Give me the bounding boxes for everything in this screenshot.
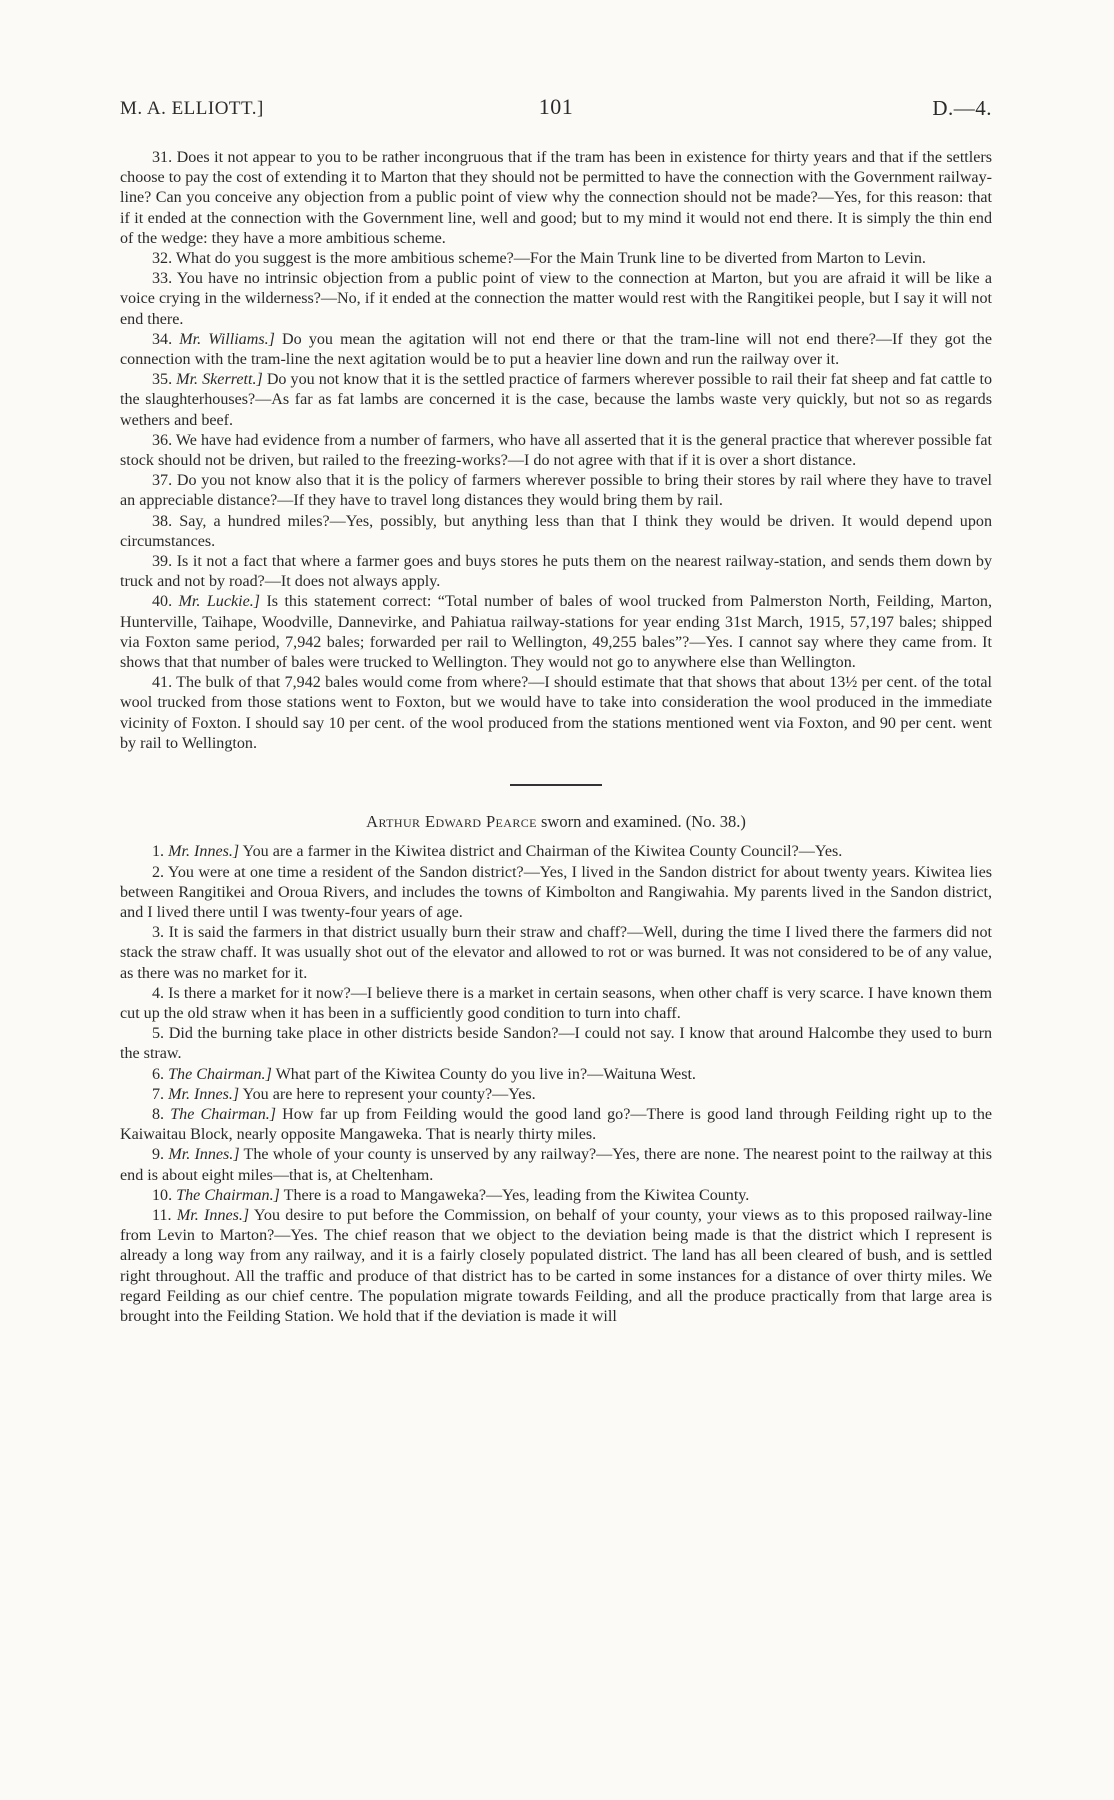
witness-name: Arthur Edward Pearce: [366, 812, 537, 832]
question-paragraph: [120, 148, 992, 249]
question-text: Do you not know also that it is the policy of farmers wherever possible to bring their stores by rail where they have to travel an appreciable distance?—If they have to travel long distances they would bring them by rail.: [120, 472, 992, 510]
question-paragraph: [120, 249, 992, 269]
question-text: Does it not appear to you to be rather incongruous that if the tram has been in existence for thirty years and that if the settlers choose to pay the cost of extending it to Marton that they should not be permitted to have the connection with the Government railway-line? Can you conceive any objection from a public point of view why the connection should not be made?—Yes, for this reason: that if it ended at the connection with the Government line, well and good; but to my mind it would not end there. It is simply the thin end of the wedge: they have a more ambitious scheme.: [120, 149, 992, 247]
question-text: You are a farmer in the Kiwitea district and Chairman of the Kiwitea County Council?—Yes.: [242, 843, 843, 861]
question-paragraph: [120, 1145, 992, 1185]
question-paragraph: [120, 330, 992, 370]
question-number: 37.: [152, 472, 173, 490]
question-text: Is this statement correct: “Total number of bales of wool trucked from Palmerston North, Feilding, Marton, Hunterville, Taihape, Woodville, Dannevirke, and Pahiatua railway-stations for year ending 31st March, 1915, 57,197 bales; shipped via Foxton same period, 7,942 bales; forwarded per rail to Wellington, 49,255 bales”?—Yes. I cannot say where they came from. It shows that that number of bales were trucked to Wellington. They would not go to anywhere else than Wellington.: [120, 593, 992, 672]
page-number: 101: [538, 94, 574, 119]
section-divider: [510, 784, 602, 786]
question-text: You desire to put before the Commission, on behalf of your county, your views as to this proposed railway-line from Levin to Marton?—Yes. The chief reason that we object to the deviation being made is that the district which I represent is already a long way from any railway, and it is a fairly closely populated district. The land has all been cleared of bush, and is settled right throughout. All the traffic and produce of that district has to be carted in some instances for a distance of over thirty miles. We regard Feilding as our chief centre. The population migrate towards Feilding, and all the produce practically from that large area is brought into the Feilding Station. We hold that if the deviation is made it will: [120, 1206, 992, 1325]
question-text: You have no intrinsic objection from a public point of view to the connection at Marton, but you are afraid it will be like a voice crying in the wilderness?—No, if it ended at the connection the matter would rest with the Rangitikei people, but I say it will not end there.: [120, 270, 992, 328]
question-number: 36.: [152, 431, 173, 449]
witness-heading: [120, 812, 992, 832]
question-text: What part of the Kiwitea County do you live in?—Waituna West.: [275, 1065, 696, 1083]
question-text: It is said the farmers in that district usually burn their straw and chaff?—Well, during the time I lived there the farmers did not stack the straw chaff. It was usually shot out of the elevator and allowed to rot or was burned. It was not considered to be of any value, as there was no market for it.: [120, 924, 992, 982]
speaker-name: Mr. Skerrett.]: [176, 371, 263, 389]
question-number: 31.: [152, 149, 173, 166]
question-number: 9.: [152, 1146, 165, 1164]
speaker-name: Mr. Williams.]: [179, 330, 275, 348]
question-number: 34.: [152, 330, 173, 348]
question-paragraph: [120, 863, 992, 924]
question-paragraph: [120, 984, 992, 1024]
question-paragraph: [120, 1186, 992, 1206]
speaker-name: Mr. Luckie.]: [178, 593, 261, 611]
speaker-name: Mr. Innes.]: [176, 1206, 250, 1224]
question-text: There is a road to Mangaweka?—Yes, leading from the Kiwitea County.: [283, 1186, 750, 1204]
question-text: Is there a market for it now?—I believe there is a market in certain seasons, when other chaff is very scarce. I have known them cut up the old straw when it has been in a sufficiently good condition to turn into chaff.: [120, 984, 993, 1022]
speaker-name: Mr. Innes.]: [168, 1146, 240, 1164]
question-paragraph: [120, 471, 992, 511]
question-number: 38.: [152, 512, 173, 530]
question-number: 35.: [152, 371, 173, 389]
question-number: 7.: [152, 1085, 165, 1103]
question-paragraph: [120, 1105, 992, 1145]
question-number: 8.: [152, 1105, 165, 1123]
question-number: 6.: [152, 1065, 165, 1083]
question-number: 11.: [152, 1206, 172, 1224]
question-number: 33.: [152, 270, 173, 288]
question-number: 40.: [152, 593, 173, 611]
question-paragraph: [120, 552, 992, 592]
question-paragraph: [120, 370, 992, 431]
speaker-name: The Chairman.]: [176, 1186, 280, 1204]
question-text: The whole of your county is unserved by any railway?—Yes, there are none. The nearest point to the railway at this end is about eight miles—that is, at Cheltenham.: [120, 1146, 992, 1184]
page-header: [120, 94, 992, 128]
question-paragraph: [120, 842, 992, 862]
question-paragraph: [120, 269, 992, 330]
speaker-name: The Chairman.]: [170, 1105, 277, 1123]
witness-sworn: sworn and examined.: [541, 812, 682, 832]
question-paragraph: [120, 673, 992, 754]
speaker-name: Mr. Innes.]: [168, 1085, 240, 1103]
header-witness-name: M. A. ELLIOTT.]: [120, 98, 264, 119]
question-number: 3.: [152, 924, 165, 942]
question-number: 41.: [152, 674, 173, 692]
question-text: Say, a hundred miles?—Yes, possibly, but anything less than that I think they would be driven. It would depend upon circumstances.: [120, 512, 992, 550]
question-number: 10.: [152, 1186, 173, 1204]
question-paragraph: [120, 592, 992, 673]
question-text: The bulk of that 7,942 bales would come from where?—I should estimate that that shows that about 13½ per cent. of the total wool trucked from those stations went to Foxton, but we would have to take into consideration the wool produced in the immediate vicinity of Foxton. I should say 10 per cent. of the wool produced from the stations mentioned went via Foxton, and 90 per cent. went by rail to Wellington.: [120, 674, 993, 752]
question-text: How far up from Feilding would the good land go?—There is good land through Feilding right up to the Kaiwaitau Block, nearly opposite Mangaweka. That is nearly thirty miles.: [120, 1105, 993, 1144]
question-number: 2.: [152, 863, 165, 881]
question-text: Do you not know that it is the settled practice of farmers wherever possible to rail their fat sheep and fat cattle to the slaughterhouses?—As far as fat lambs are concerned it is the case, because the lambs waste very quickly, but not so as regards wethers and beef.: [120, 371, 992, 429]
question-text: You were at one time a resident of the Sandon district?—Yes, I lived in the Sandon district for about twenty years. Kiwitea lies between Rangitikei and Oroua Rivers, and includes the towns of Kimbolton and Rangiwahia. My parents lived in the Sandon district, and I lived there until I was twenty-four years of age.: [120, 863, 992, 921]
speaker-name: Mr. Innes.]: [168, 843, 240, 861]
question-text: Is it not a fact that where a farmer goes and buys stores he puts them on the nearest railway-station, and sends them down by truck and not by road?—It does not always apply.: [120, 553, 992, 591]
question-paragraph: [120, 1206, 992, 1327]
question-number: 32.: [152, 250, 173, 268]
question-paragraph: [120, 923, 992, 984]
question-text: Do you mean the agitation will not end there or that the tram-line will not end there?—If they got the connection with the tram-line the next agitation would be to put a heavier line down and run the railway over it.: [120, 330, 992, 369]
question-paragraph: [120, 431, 992, 471]
question-text: What do you suggest is the more ambitious scheme?—For the Main Trunk line to be diverted from Marton to Levin.: [175, 250, 926, 268]
question-text: Did the burning take place in other districts beside Sandon?—I could not say. I know that around Halcombe they used to burn the straw.: [120, 1025, 992, 1063]
question-paragraph: [120, 512, 992, 552]
question-paragraph: [120, 1085, 992, 1105]
question-paragraph: [120, 1065, 992, 1085]
question-paragraph: [120, 1024, 992, 1064]
testimony-part-2: [120, 842, 992, 1327]
speaker-name: The Chairman.]: [168, 1065, 272, 1083]
question-text: We have had evidence from a number of farmers, who have all asserted that it is the general practice that wherever possible fat stock should not be driven, but railed to the freezing-works?—I do not agree with that if it is over a short distance.: [120, 431, 993, 470]
question-number: 4.: [152, 984, 165, 1002]
question-number: 5.: [152, 1025, 165, 1043]
question-text: You are here to represent your county?—Yes.: [242, 1085, 536, 1103]
document-reference: D.—4.: [932, 96, 992, 120]
question-number: 39.: [152, 553, 173, 571]
question-number: 1.: [152, 843, 165, 861]
document-body: [120, 148, 992, 1327]
testimony-part-1: [120, 148, 992, 754]
witness-number: (No. 38.): [685, 812, 746, 832]
